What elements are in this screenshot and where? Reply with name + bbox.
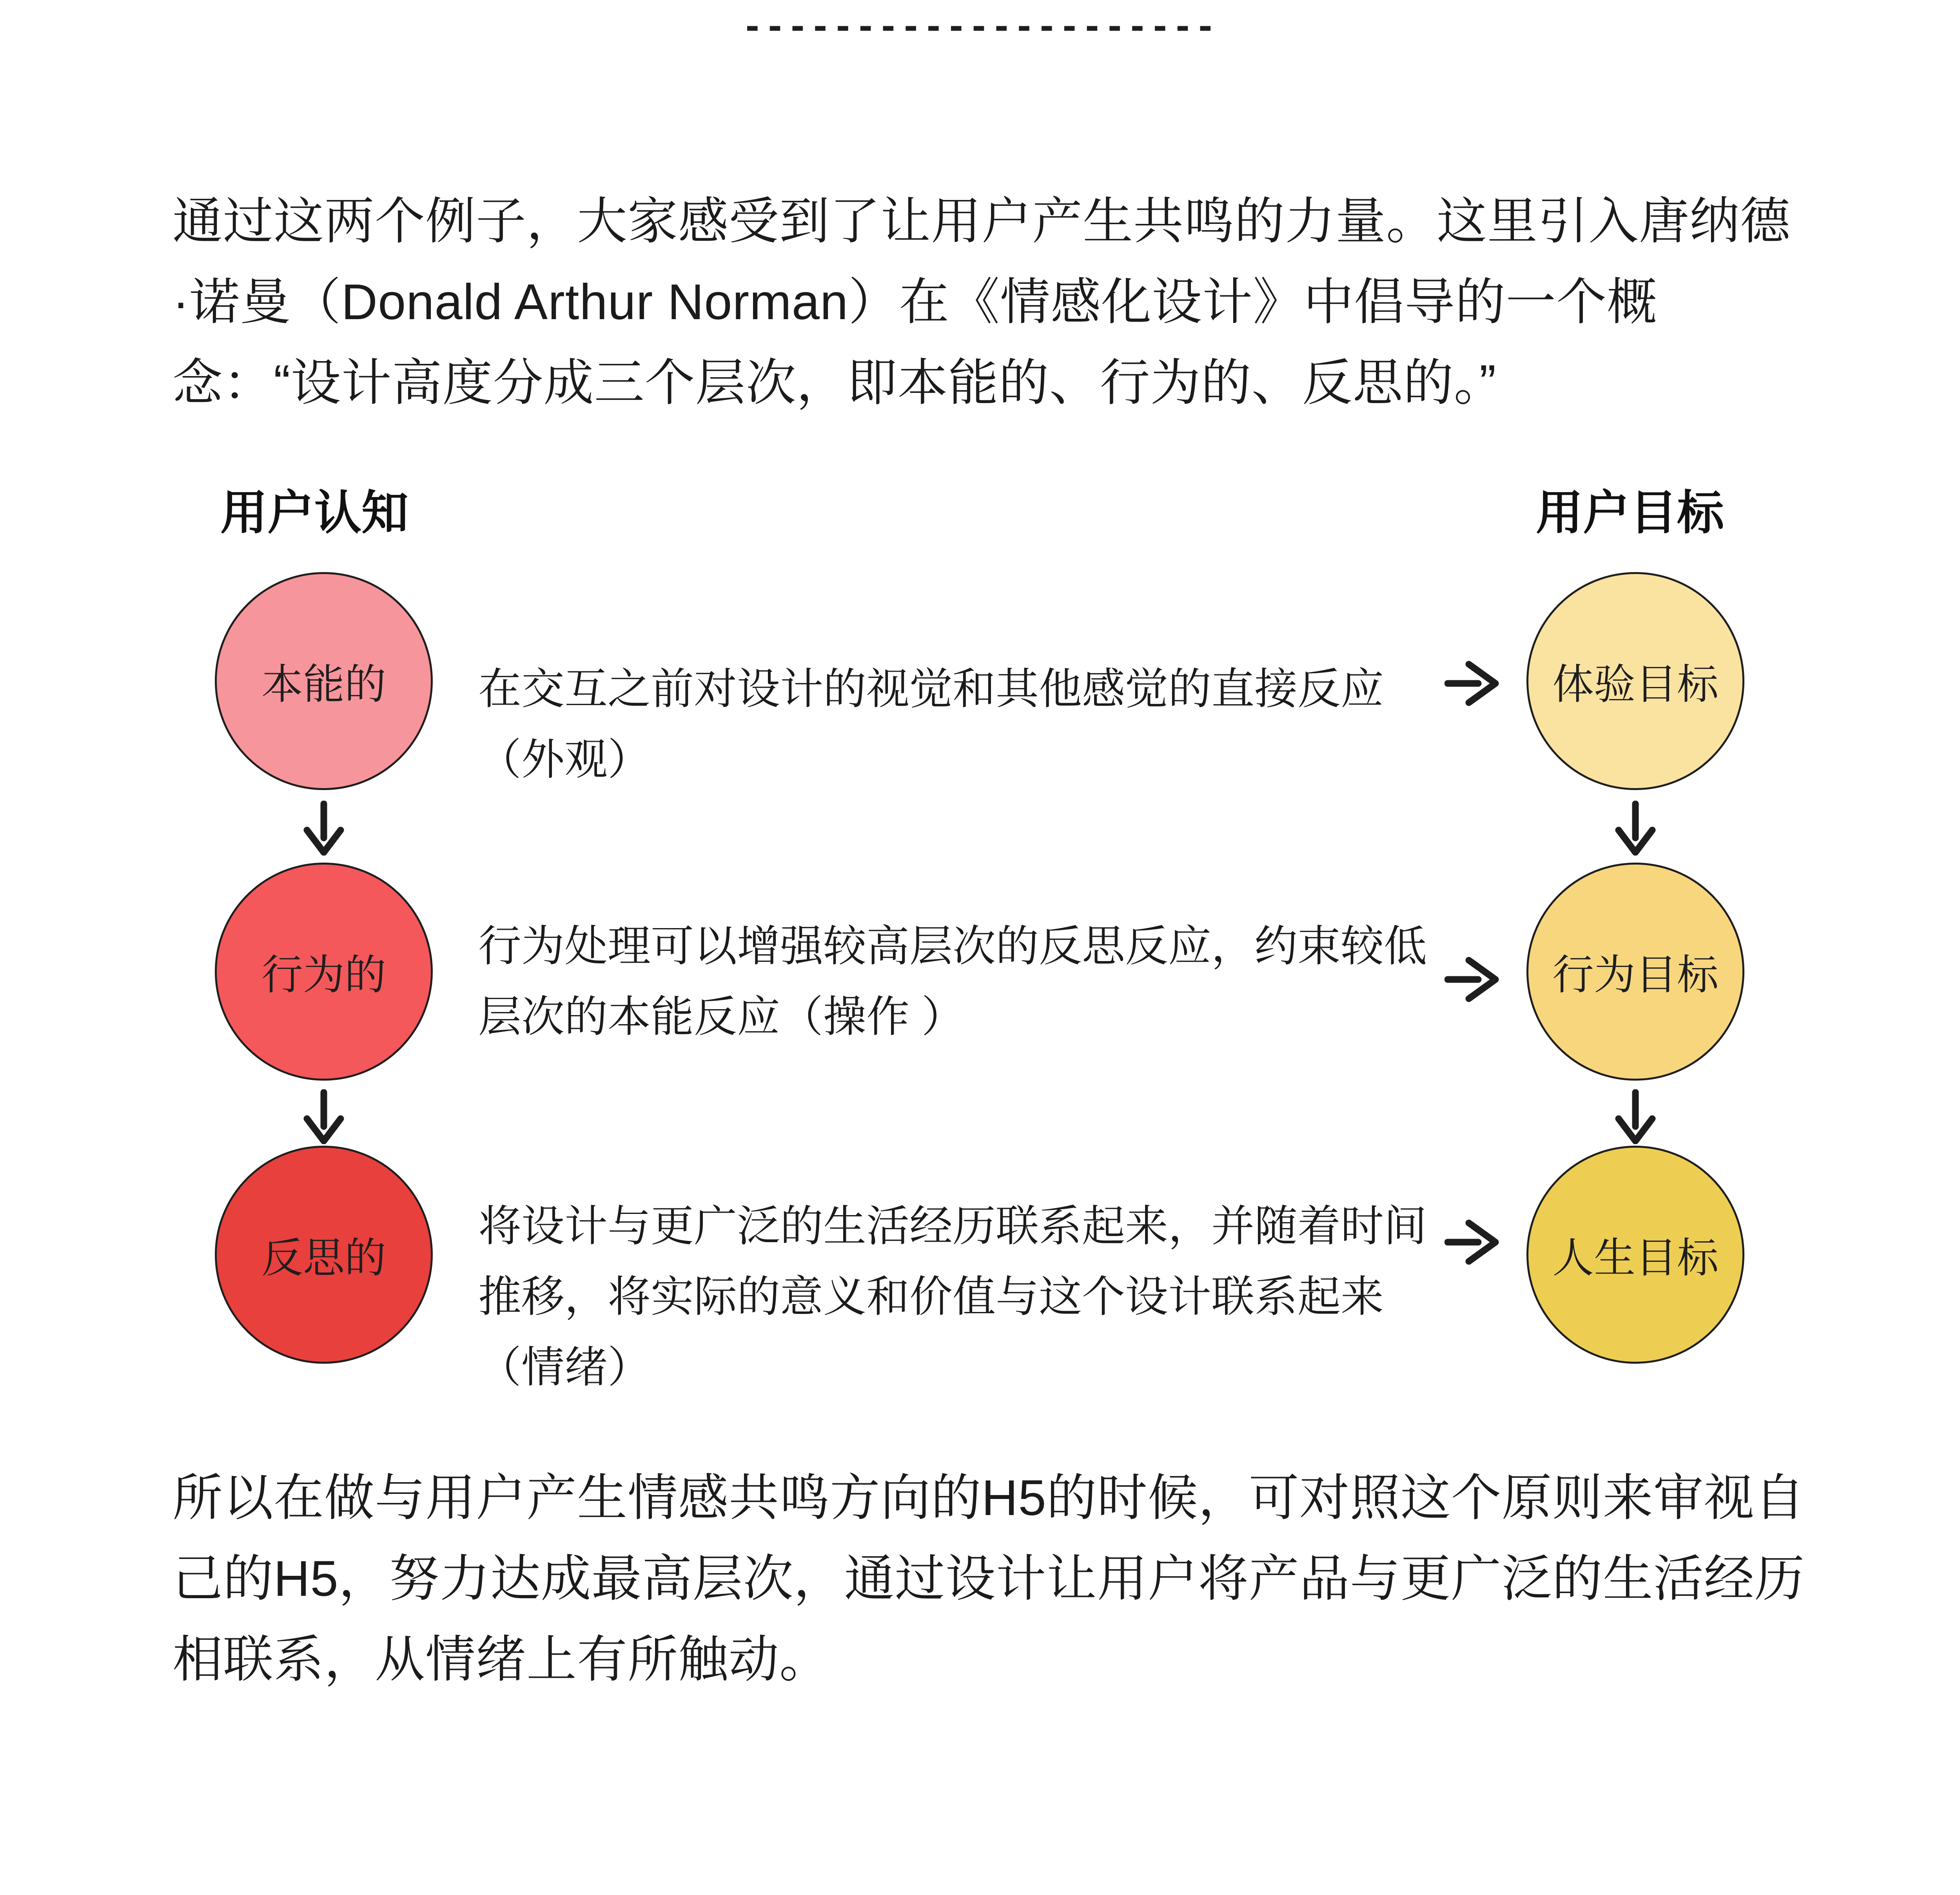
circle-life-goal-label: 人生目标 — [1552, 1235, 1719, 1281]
outro-line-1: 所以在做与用户产生情感共鸣方向的H5的时候，可对照这个原则来审视自 — [172, 1470, 1805, 1526]
circle-behavioral — [215, 863, 433, 1081]
down-arrow-icon — [1614, 1089, 1657, 1144]
down-arrow-icon — [302, 1089, 345, 1144]
outro-line-2: 己的H5，努力达成最高层次，通过设计让用户将产品与更广泛的生活经历 — [172, 1551, 1805, 1607]
circle-visceral — [215, 572, 433, 790]
intro-line-3: 念：“设计高度分成三个层次，即本能的、行为的、反思的。” — [172, 355, 1497, 411]
circle-reflective-label: 反思的 — [261, 1235, 386, 1281]
behavioral-description-line-1: 行为处理可以增强较高层次的反思反应，约束较低 — [478, 922, 1427, 970]
visceral-description — [478, 654, 1439, 795]
circle-life-goal — [1526, 1146, 1744, 1364]
circle-behavior-goal-label: 行为目标 — [1552, 952, 1719, 998]
right-arrow-icon — [1445, 955, 1503, 1004]
behavioral-description — [478, 911, 1439, 1052]
reflective-description-line-2: 推移，将实际的意义和价值与这个设计联系起来 — [478, 1273, 1384, 1321]
right-column-header: 用户目标 — [1536, 487, 1724, 539]
right-arrow-icon — [1445, 1217, 1503, 1267]
intro-line-1: 通过这两个例子，大家感受到了让用户产生共鸣的力量。这里引入唐纳德 — [172, 193, 1791, 249]
circle-experience-goal-label: 体验目标 — [1552, 661, 1719, 708]
down-arrow-icon — [1614, 801, 1657, 856]
outro-paragraph — [172, 1458, 1827, 1700]
reflective-description-line-1: 将设计与更广泛的生活经历联系起来，并随着时间 — [478, 1202, 1427, 1250]
circle-visceral-label: 本能的 — [261, 661, 386, 708]
circle-behavioral-label: 行为的 — [261, 952, 386, 998]
visceral-description-line-1: 在交互之前对设计的视觉和其他感觉的直接反应 — [478, 665, 1384, 713]
reflective-description — [478, 1191, 1439, 1403]
circle-reflective — [215, 1146, 433, 1364]
separator-dashes: --------------------- — [742, 7, 1218, 46]
intro-paragraph — [172, 181, 1827, 423]
visceral-description-line-2: （外观） — [478, 736, 651, 784]
outro-line-3: 相联系，从情绪上有所触动。 — [172, 1632, 830, 1688]
intro-line-2: ·诺曼（Donald Arthur Norman）在《情感化设计》中倡导的一个概 — [172, 274, 1658, 330]
behavioral-description-line-2: 层次的本能反应（操作 ） — [478, 993, 965, 1041]
circle-behavior-goal — [1526, 863, 1744, 1081]
left-column-header: 用户认知 — [220, 487, 408, 539]
down-arrow-icon — [302, 801, 345, 856]
right-arrow-icon — [1445, 659, 1503, 708]
circle-experience-goal — [1526, 572, 1744, 790]
reflective-description-line-3: （情绪） — [478, 1343, 651, 1392]
